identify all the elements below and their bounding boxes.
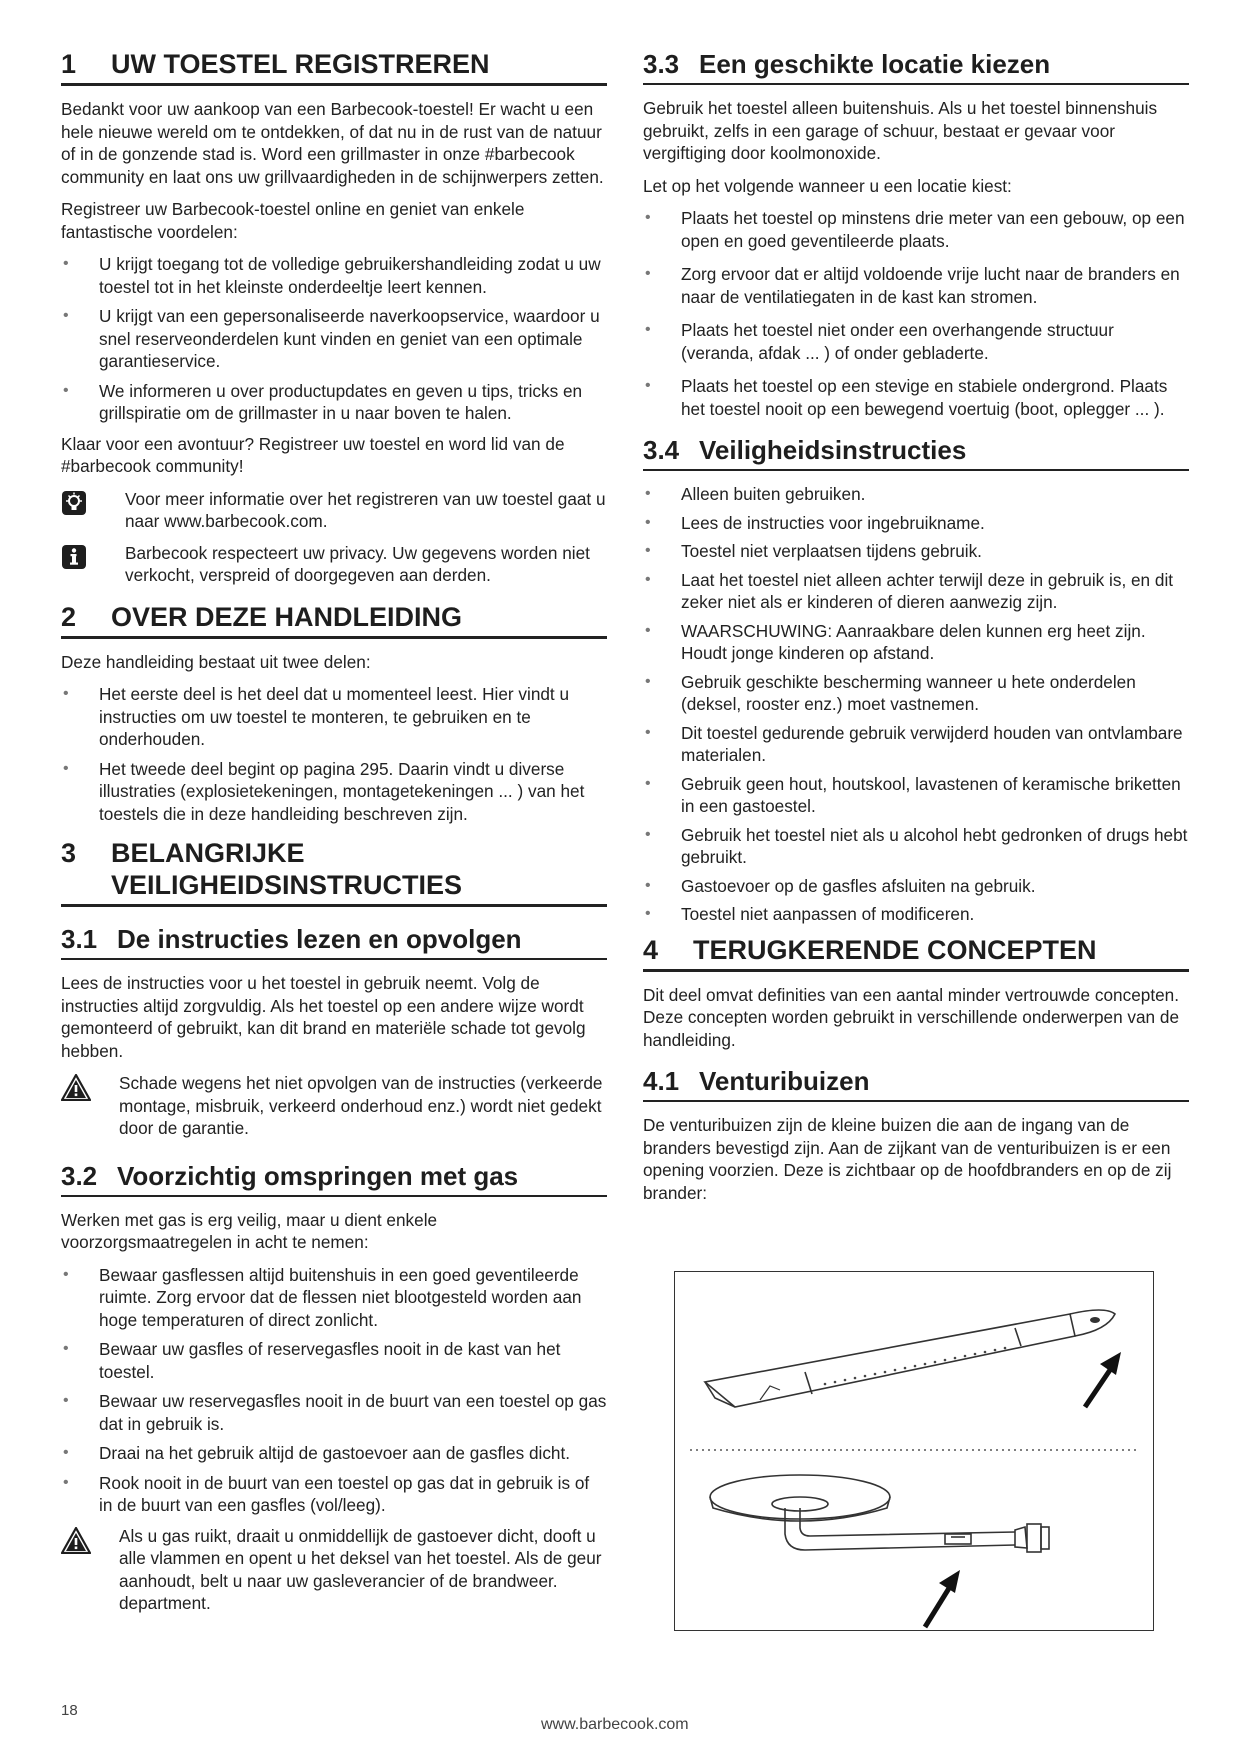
warning-text: Als u gas ruikt, draait u onmiddellijk de gastoever dicht, dooft u alle vlammen en opent u het deksel van het toestel. Als de geur aanhoudt, belt u naar uw gasleverancier of de brandweer. department. [119,1525,602,1613]
section-3-4-heading [643,434,1189,471]
paragraph: Klaar voor een avontuur? Registreer uw toestel en word lid van de #barbecook community! [61,433,565,476]
paragraph: Lees de instructies voor u het toestel in gebruik neemt. Volg de instructies altijd zorgvuldig. Als het toestel op een andere wijze wordt gemonteerd of gebruikt, kan dit brand en materiële schade tot gevolg hebben. [61,973,586,1061]
section-title: OVER DEZE HANDLEIDING [111,601,463,632]
bullet-list [643,483,1189,926]
section-3-heading [61,837,607,907]
list-item: • Bewaar uw reservegasfles nooit in de buurt van een toestel op gas dat in gebruik is. [63,1391,607,1434]
warning-triangle-icon [61,1072,119,1140]
list-item: • Gastoevoer op de gasfles afsluiten na gebruik. [645,875,1036,896]
section-number: 4.1 [643,1066,680,1096]
list-item: • Het tweede deel begint op pagina 295. Daarin vindt u diverse illustraties (explosietekeningen, montagetekeningen ... ) van het toestels die in deze handleiding beschreven zijn. [63,758,585,824]
list-item: • Gebruik geschikte bescherming wanneer u hete onderdelen (deksel, rooster enz.) moet vastnemen. [645,671,1136,714]
list-item: • Lees de instructies voor ingebruikname. [645,512,985,533]
arrow-icon [1085,1352,1121,1407]
info-text: Barbecook respecteert uw privacy. Uw gegevens worden niet verkocht, verspreid of doorgegeven aan derden. [125,542,590,585]
section-3-2-heading [61,1160,607,1197]
info-icon [61,542,125,587]
section-1-heading [61,48,607,86]
section-number: 3 [61,838,77,868]
list-item: • WAARSCHUWING: Aanraakbare delen kunnen erg heet zijn. Houdt jonge kinderen op afstand. [645,620,1146,663]
section-number: 3.3 [643,49,680,79]
right-column [643,48,1189,1214]
venturi-drawing [675,1272,1153,1630]
paragraph: Registreer uw Barbecook-toestel online en geniet van enkele fantastische voordelen: [61,199,525,242]
section-title: De instructies lezen en opvolgen [117,924,522,954]
list-item: • Gebruik geen hout, houtskool, lavastenen of keramische briketten in een gastoestel. [645,773,1181,816]
section-number: 3.1 [61,924,98,954]
section-title: Venturibuizen [699,1066,870,1096]
bullet-list [61,253,607,425]
list-item: • U krijgt toegang tot de volledige gebruikershandleiding zodat u uw toestel tot in het kleinste onderdeeltje leert kennen. [63,254,601,297]
left-column [61,48,607,1624]
page-number: 18 [61,1702,78,1719]
section-title: Een geschikte locatie kiezen [699,49,1051,79]
paragraph: De venturibuizen zijn de kleine buizen die aan de ingang van de branders bevestigd zijn. Aan de zijkant van de venturibuizen is er een opening voorzien. Deze is zichtbaar op de hoofdbranders en op de zij brander: [643,1115,1172,1203]
section-title-line-1: BELANGRIJKE [111,838,305,868]
list-item: • Zorg ervoor dat er altijd voldoende vrije lucht naar de branders en naar de ventilatiegaten in de kast kan stromen. [645,264,1180,307]
section-number: 3.4 [643,435,680,465]
section-title: Voorzichtig omspringen met gas [117,1160,519,1191]
arrow-icon [925,1570,960,1627]
warning-triangle-icon [61,1525,119,1615]
section-3-3-heading [643,48,1189,85]
section-3-1-heading [61,923,607,960]
bullet-list [61,683,607,825]
list-item: • Laat het toestel niet alleen achter terwijl deze in gebruik is, en dit zeker niet als er kinderen of dieren aanwezig zijn. [645,569,1174,612]
paragraph: Gebruik het toestel alleen buitenshuis. Als u het toestel binnenshuis gebruikt, zelfs in een garage of schuur, bestaat er gevaar voor vergiftiging door koolmonoxide. [643,98,1158,163]
list-item: • Rook nooit in de buurt van een toestel op gas dat in gebruik is of in de buurt van een gasfles (vol/leeg). [63,1472,590,1515]
list-item: • Het eerste deel is het deel dat u momenteel leest. Hier vindt u instructies om uw toestel te monteren, te gebruiken en te onderhouden. [63,684,570,749]
lightbulb-icon [61,488,125,533]
warning-text: Schade wegens het niet opvolgen van de instructies (verkeerde montage, misbruik, verkeerd onderhoud enz.) wordt niet gedekt door de garantie. [119,1073,603,1138]
warning-note [61,1072,607,1140]
list-item: • Plaats het toestel op een stevige en stabiele ondergrond. Plaats het toestel nooit op een bewegend voertuig (boot, oplegger ... ). [645,376,1168,419]
paragraph: Deze handleiding bestaat uit twee delen: [61,651,371,672]
list-item: • Toestel niet aanpassen of modificeren. [645,904,975,924]
tip-note [61,488,607,533]
list-item: • Alleen buiten gebruiken. [645,484,866,504]
bullet-list [643,207,1189,420]
list-item: • Dit toestel gedurende gebruik verwijderd houden van ontvlambare materialen. [645,722,1183,765]
section-number: 1 [61,49,77,79]
section-title-line-2: VEILIGHEIDSINSTRUCTIES [111,870,463,900]
paragraph: Bedankt voor uw aankoop van een Barbecook-toestel! Er wacht u een hele nieuwe wereld om te ontdekken, of dat nu in de rust van de natuur of in de gonzende stad is. Word een grillmaster in onze #barbecook community en laat ons uw grillvaardigheden in de schijnwerpers zetten. [61,99,604,187]
tip-text: Voor meer informatie over het registreren van uw toestel gaat u naar www.barbecook.com. [125,488,606,531]
list-item: • We informeren u over productupdates en geven u tips, tricks en grillspiratie om de grillmaster in u naar boven te halen. [63,380,583,423]
list-item: • Draai na het gebruik altijd de gastoevoer aan de gasfles dicht. [63,1443,571,1463]
section-number: 3.2 [61,1160,98,1191]
section-2-heading [61,601,607,639]
section-title: TERUGKERENDE CONCEPTEN [693,934,1097,965]
footer-url: www.barbecook.com [541,1716,689,1733]
section-number: 4 [643,934,659,965]
paragraph: Let op het volgende wanneer u een locatie kiest: [643,175,1012,196]
list-item: • Plaats het toestel niet onder een overhangende structuur (veranda, afdak ... ) of onder gebladerte. [645,320,1114,363]
section-4-heading [643,934,1189,972]
list-item: • Bewaar uw gasfles of reservegasfles nooit in de kast van het toestel. [63,1339,561,1382]
list-item: • U krijgt van een gepersonaliseerde naverkoopservice, waardoor u snel reserveonderdelen kunt vinden en geniet van een optimale garantieservice. [63,306,600,371]
paragraph: Werken met gas is erg veilig, maar u dient enkele voorzorgsmaatregelen in acht te nemen: [61,1209,438,1252]
section-title: UW TOESTEL REGISTREREN [111,49,490,79]
list-item: • Gebruik het toestel niet als u alcohol hebt gedronken of drugs hebt gebruikt. [645,824,1188,867]
section-number: 2 [61,601,77,632]
list-item: • Toestel niet verplaatsen tijdens gebruik. [645,541,982,561]
warning-note [61,1525,607,1615]
bullet-list [61,1264,607,1517]
venturi-illustration [674,1271,1154,1631]
section-4-1-heading [643,1065,1189,1102]
paragraph: Dit deel omvat definities van een aantal minder vertrouwde concepten. Deze concepten worden gebruikt in verschillende onderwerpen van de handleiding. [643,984,1180,1050]
info-note [61,542,607,587]
section-title: Veiligheidsinstructies [699,435,967,465]
list-item: • Plaats het toestel op minstens drie meter van een gebouw, op een open en goed geventileerde plaats. [645,208,1185,251]
list-item: • Bewaar gasflessen altijd buitenshuis in een goed geventileerde ruimte. Zorg ervoor dat de flessen niet blootgesteld worden aan hoge temperaturen of direct zonlicht. [63,1264,582,1330]
